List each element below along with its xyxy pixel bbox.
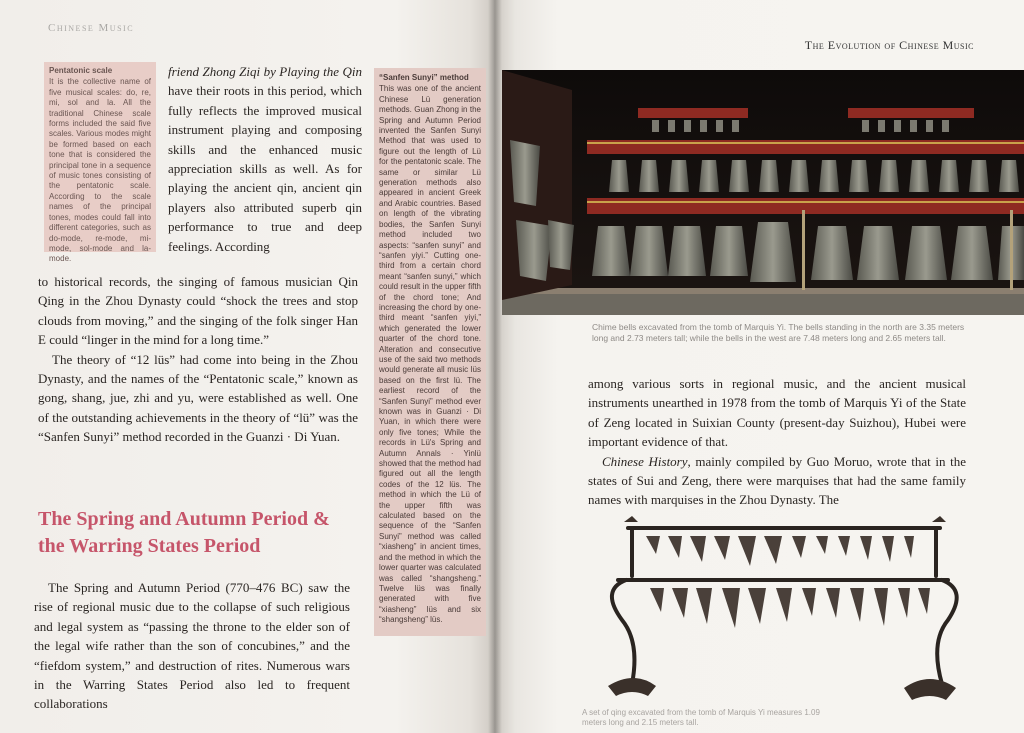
sidebar-title: “Sanfen Sunyi” method bbox=[379, 73, 469, 82]
running-head-left: Chinese Music bbox=[48, 22, 135, 34]
chime-bells-illustration bbox=[502, 70, 1024, 315]
paragraph bbox=[588, 452, 966, 510]
paragraph-text: have their roots in this period, which fully reflects the improved musical instrument playing and composing skills and the enhanced music appreciation skills as well. As for playing the ancient qin, ancient qin players also attributed superb qin performance to true and deep feelings. According bbox=[168, 83, 362, 254]
book-spine-shadow bbox=[488, 0, 502, 733]
text-column-top bbox=[168, 62, 362, 256]
italic-title-fragment: friend Zhong Ziqi by Playing the Qin bbox=[168, 64, 362, 79]
sidebar-body: It is the collective name of five musical scales: do, re, mi, sol and la. All the traditional Chinese scale forms included the said five scales. Various modes might be formed based on each tone that is considered the principal tone in a sequence of music tones consisting of the pentatonic scale. According to the scale names of the principal tones, modes could fall into different categories, such as do-mode, re-mode, mi-mode, sol-mode and la-mode. bbox=[49, 77, 151, 264]
paragraph-text: , mainly compiled by Guo Moruo, wrote that in the states of Sui and Zeng, there were marquises that had the same family names with marquises in the Zhou Dynasty. The bbox=[588, 453, 966, 508]
text-column-wide bbox=[38, 272, 358, 447]
section-heading: The Spring and Autumn Period & the Warring States Period bbox=[38, 508, 330, 557]
sidebar-title: Pentatonic scale bbox=[49, 66, 113, 75]
photo-caption-bells: Chime bells excavated from the tomb of Marquis Yi. The bells standing in the north are 3.35 meters long and 2.73 meters tall; while the bells in the west are 7.48 meters long and 2.65 meters tall. bbox=[592, 322, 965, 343]
qing-stone-chime-photo bbox=[596, 518, 966, 718]
qing-illustration bbox=[596, 518, 966, 718]
text-column-bottom bbox=[34, 578, 350, 714]
left-page bbox=[0, 0, 494, 733]
running-head-right: The Evolution of Chinese Music bbox=[804, 38, 974, 52]
paragraph: The Spring and Autumn Period (770–476 BC) saw the rise of regional music due to the collapse of such religious and legal system as “passing the throne to the elder son of the legal wife rather than the son of concubines,” and the “fiefdom system,” and destruction of rites. Numerous wars in the Warring States Period also led to frequent collaborations bbox=[34, 580, 350, 712]
text-column-right bbox=[588, 374, 966, 510]
sidebar-sanfen-sunyi bbox=[374, 68, 486, 636]
sidebar-pentatonic-scale bbox=[44, 62, 156, 264]
chime-bells-photo bbox=[502, 70, 1024, 315]
sidebar-body: This was one of the ancient Chinese Lü generation methods. Guan Zhong in the Spring and Autumn Period invented the Sanfen Sunyi Method that was used to figure out the length of Lü for the pentatonic scale. The same or similar Lü generation methods also appeared in ancient Greek and Arabic countries. Based on length of the vibrating bodies, the Sanfen Sunyi method included two aspects: “sanfen sunyi” and “sanfen yiyi.” Cutting one-third from a certain chord meant “sanfen sunyi,” which could result in the upper fifth of the chord tone; And increasing the chord by one-third meant “sanfen yiyi,” which generated the lower quarter of the chord tone. Alteration and consecutive use of the said two methods would generate all music lüs based on the first lü. The earliest record of the “Sanfen Sunyi” method ever known was in Guanzi · Di Yuan, in which there were only five tones; While the records in Lü's Spring and Autumn Annals · Yinlü showed that the method had figured out all the length codes of the 12 lüs. The method in which the Lü of the upper fifth was calculated based on the sequence of the “Sanfen Sunyi” method was called “xiasheng” in ancient times, and the method in which the lower quarter was calculated was called “shangsheng.” Twelve lüs was finally generated with five “xiasheng” lüs and six “shangsheng” lüs. bbox=[379, 84, 481, 625]
photo-caption-qing: A set of qing excavated from the tomb of Marquis Yi measures 1.09 meters long and 2.15 meters tall. bbox=[582, 708, 820, 727]
paragraph: The theory of “12 lüs” had come into being in the Zhou Dynasty, and the names of the “Pentatonic scale,” known as gong, shang, jue, zhi and yu, were established as well. One of the outstanding achievements in the theory of “lü” was the “Sanfen Sunyi” method recorded in the Guanzi · Di Yuan. bbox=[38, 351, 358, 445]
paragraph: to historical records, the singing of famous musician Qin Qing in the Zhou Dynasty could “shock the trees and stop clouds from moving,” and the singing of the folk singer Han E could “linger in the mind for a long time.” bbox=[38, 274, 358, 348]
italic-book-title: Chinese History bbox=[602, 453, 688, 469]
paragraph: among various sorts in regional music, and the ancient musical instruments unearthed in 1978 from the tomb of Marquis Yi of the State of Zeng located in Suixian County (present-day Suizhou), Hubei were important evidence of that. bbox=[588, 376, 966, 450]
